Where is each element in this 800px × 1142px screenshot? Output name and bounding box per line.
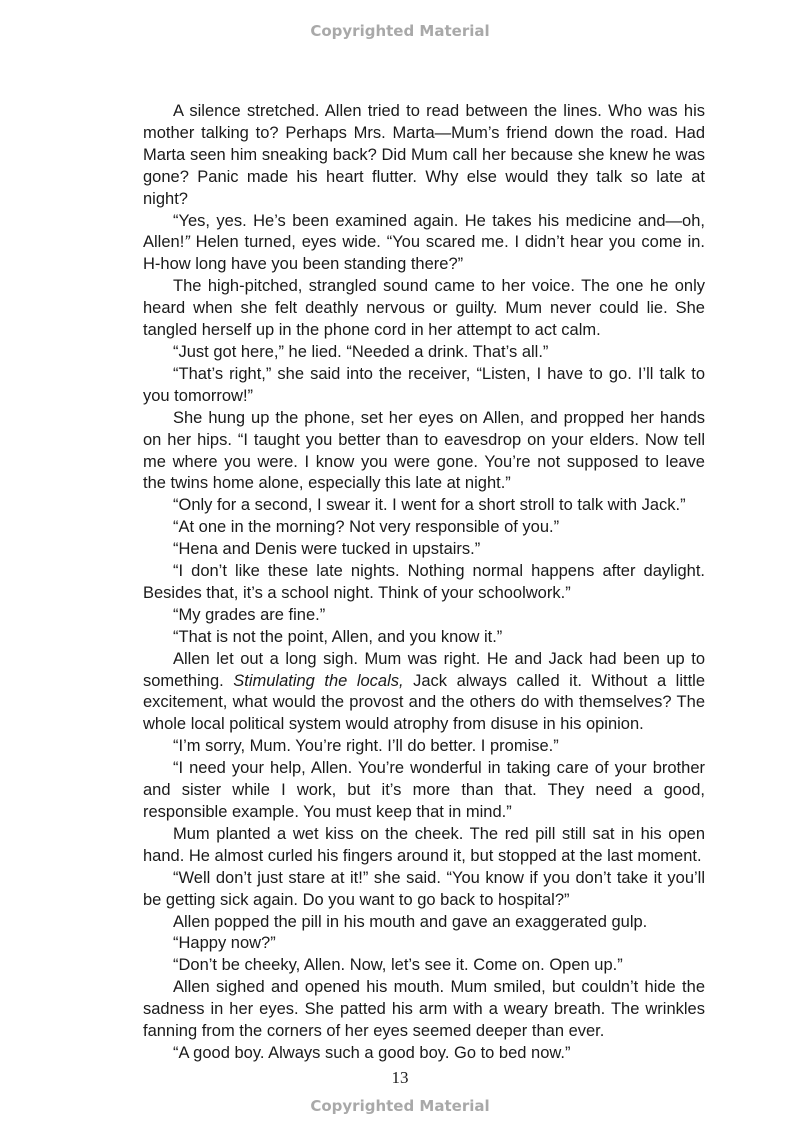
paragraph-text: A silence stretched. Allen tried to read between the lines. Who was his mother talking to? Perhaps Mrs. Marta—Mum’s friend down the road. Had Marta seen him sneaking back? Did Mum call her because she knew he was gone? Panic made his heart flutter. Why else would they talk so late at night? — [143, 102, 705, 208]
paragraph-text: She hung up the phone, set her eyes on Allen, and propped her hands on her hips. “I taught you better than to eavesdrop on your elders. Now tell me where you were. I know you were gone. You’re not supposed to leave the twins home alone, especially this late at night.” — [143, 408, 705, 493]
paragraph-text: “At one in the morning? Not very responsible of you.” — [173, 518, 560, 537]
paragraph — [143, 649, 705, 737]
paragraph-text: “That’s right,” she said into the receiver, “Listen, I have to go. I’ll talk to you tomorrow!” — [143, 364, 705, 405]
paragraph — [143, 977, 705, 1043]
paragraph-text: Allen sighed and opened his mouth. Mum smiled, but couldn’t hide the sadness in her eyes. She patted his arm with a weary breath. The wrinkles fanning from the corners of her eyes seemed deeper than ever. — [143, 978, 705, 1041]
copyright-header: Copyrighted Material — [310, 22, 490, 40]
paragraph — [143, 1043, 705, 1065]
paragraph-text: “I need your help, Allen. You’re wonderful in taking care of your brother and sister while I work, but it’s more than that. They need a good, responsible example. You must keep that in mind.” — [143, 759, 705, 821]
paragraph-text: “I’m sorry, Mum. You’re right. I’ll do better. I promise.” — [173, 737, 559, 756]
paragraph — [143, 276, 705, 342]
paragraph — [143, 605, 705, 627]
paragraph — [143, 868, 705, 912]
paragraph — [143, 211, 705, 277]
paragraph-text: “I don’t like these late nights. Nothing normal happens after daylight. Besides that, it’s a school night. Think of your schoolwork.” — [143, 562, 705, 602]
paragraph — [143, 101, 705, 211]
paragraph — [143, 933, 705, 955]
page-number: 13 — [391, 1068, 409, 1087]
paragraph-text: “That is not the point, Allen, and you know it.” — [173, 627, 503, 646]
paragraph-text: Allen popped the pill in his mouth and gave an exaggerated gulp. — [173, 912, 648, 931]
paragraph-text: The high-pitched, strangled sound came to her voice. The one he only heard when she felt deathly nervous or guilty. Mum never could lie. She tangled herself up in the phone cord in her attempt to act calm. — [143, 277, 705, 340]
paragraph — [143, 627, 705, 649]
paragraph-italic-text: Stimulating the locals, — [233, 671, 404, 690]
paragraph — [143, 561, 705, 605]
paragraph — [143, 955, 705, 977]
paragraph-text: “Just got here,” he lied. “Needed a drink. That’s all.” — [173, 342, 549, 361]
paragraph-text: Mum planted a wet kiss on the cheek. The red pill still sat in his open hand. He almost curled his fingers around it, but stopped at the last moment. — [143, 824, 705, 865]
paragraph — [143, 758, 705, 824]
paragraph-italic-text: ” — [184, 233, 190, 252]
paragraph-text: Allen let out a long sigh. Mum was right. He and Jack had been up to something. — [143, 649, 705, 690]
paragraph — [143, 824, 705, 868]
page-body — [143, 101, 705, 1065]
paragraph-text: “My grades are fine.” — [173, 605, 326, 624]
paragraph-text: “Well don’t just stare at it!” she said. “You know if you don’t take it you’ll be getting sick again. Do you want to go back to hospital?” — [143, 868, 705, 909]
paragraph — [143, 342, 705, 364]
paragraph-text: “Hena and Denis were tucked in upstairs.” — [173, 540, 481, 559]
paragraph-text: “A good boy. Always such a good boy. Go to bed now.” — [173, 1043, 571, 1062]
paragraph-text: Helen turned, eyes wide. “You scared me. I didn’t hear you come in. H-how long have you been standing there?” — [143, 233, 705, 274]
paragraph-text: “Yes, yes. He’s been examined again. He takes his medicine and—oh, Allen! — [143, 211, 705, 252]
paragraph-text: Jack always called it. Without a little excitement, what would the provost and the others do with themselves? The whole local political system would atrophy from disuse in his opinion. — [143, 671, 706, 734]
paragraph — [143, 539, 705, 561]
paragraph — [143, 364, 705, 408]
paragraph-text: “Only for a second, I swear it. I went for a short stroll to talk with Jack.” — [173, 496, 686, 515]
paragraph-text: “Don’t be cheeky, Allen. Now, let’s see it. Come on. Open up.” — [173, 956, 623, 975]
copyright-footer: Copyrighted Material — [310, 1097, 490, 1115]
paragraph — [143, 912, 705, 934]
paragraph — [143, 736, 705, 758]
paragraph — [143, 517, 705, 539]
paragraph — [143, 495, 705, 517]
paragraph — [143, 408, 705, 496]
paragraph-text: “Happy now?” — [173, 934, 276, 953]
